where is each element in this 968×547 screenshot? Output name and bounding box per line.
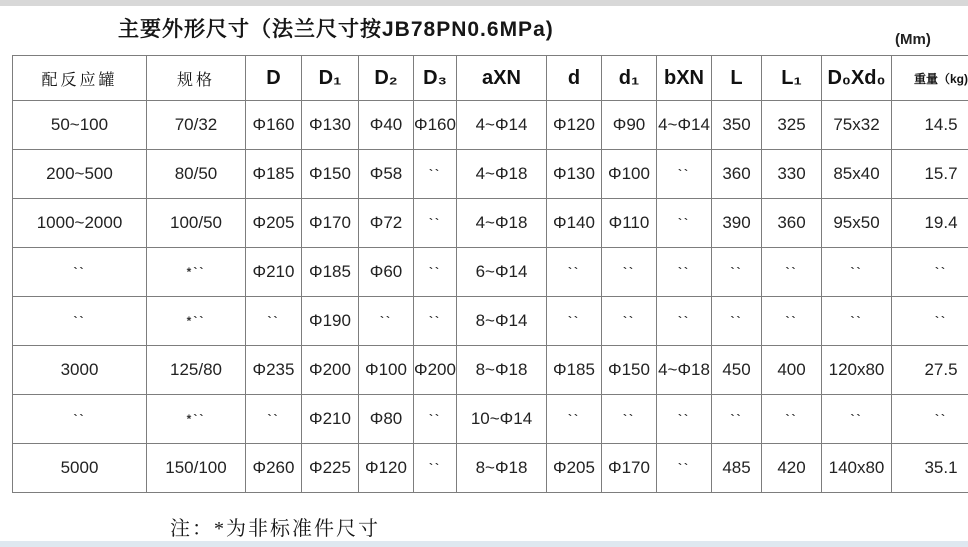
table-cell: 420 — [762, 444, 822, 493]
table-cell: Φ120 — [547, 101, 602, 150]
table-cell: 150/100 — [147, 444, 246, 493]
table-cell: Φ130 — [302, 101, 359, 150]
table-cell: 35.1 — [892, 444, 968, 493]
table-cell: 14.5 — [892, 101, 968, 150]
table-cell: `` — [414, 395, 457, 444]
column-header: d — [547, 56, 602, 101]
table-cell: `` — [602, 395, 657, 444]
table-row — [13, 101, 968, 150]
table-cell: 1000~2000 — [13, 199, 147, 248]
table-cell: Φ100 — [602, 150, 657, 199]
table-cell: Φ190 — [302, 297, 359, 346]
table-cell: 5000 — [13, 444, 147, 493]
table-cell: Φ90 — [602, 101, 657, 150]
table-cell: 27.5 — [892, 346, 968, 395]
column-header: 规格 — [147, 56, 246, 101]
table-cell: `` — [822, 395, 892, 444]
table-cell: Φ200 — [414, 346, 457, 395]
table-cell: 330 — [762, 150, 822, 199]
table-cell: *`` — [147, 297, 246, 346]
column-header: D₁ — [302, 56, 359, 101]
table-cell: 360 — [712, 150, 762, 199]
table-cell: 75x32 — [822, 101, 892, 150]
table-cell: 200~500 — [13, 150, 147, 199]
table-cell: 140x80 — [822, 444, 892, 493]
top-scan-edge — [0, 0, 968, 6]
table-cell: 390 — [712, 199, 762, 248]
table-row — [13, 150, 968, 199]
table-cell: `` — [547, 297, 602, 346]
column-header: L — [712, 56, 762, 101]
table-cell: 3000 — [13, 346, 147, 395]
table-cell: 85x40 — [822, 150, 892, 199]
table-cell: Φ170 — [302, 199, 359, 248]
table-row — [13, 444, 968, 493]
table-cell: `` — [762, 395, 822, 444]
table-cell: 360 — [762, 199, 822, 248]
table-cell: Φ225 — [302, 444, 359, 493]
table-cell: `` — [712, 297, 762, 346]
table-cell: 15.7 — [892, 150, 968, 199]
table-cell: `` — [547, 395, 602, 444]
table-cell: Φ160 — [246, 101, 302, 150]
table-cell: `` — [657, 150, 712, 199]
table-row — [13, 248, 968, 297]
table-cell: `` — [13, 395, 147, 444]
table-cell: `` — [822, 248, 892, 297]
page-title: 主要外形尺寸（法兰尺寸按JB78PN0.6MPa) — [118, 18, 554, 41]
table-cell: 350 — [712, 101, 762, 150]
table-cell: `` — [359, 297, 414, 346]
column-header: d₁ — [602, 56, 657, 101]
column-header: D₂ — [359, 56, 414, 101]
table-cell: Φ150 — [602, 346, 657, 395]
table-cell: `` — [657, 444, 712, 493]
table-cell: 4~Φ18 — [457, 150, 547, 199]
table-cell: `` — [602, 297, 657, 346]
table-cell: Φ110 — [602, 199, 657, 248]
table-cell: `` — [657, 199, 712, 248]
table-header — [13, 56, 968, 101]
table-cell: 100/50 — [147, 199, 246, 248]
table-cell: `` — [414, 444, 457, 493]
table-row — [13, 346, 968, 395]
table-cell: 4~Φ14 — [457, 101, 547, 150]
table-cell: 325 — [762, 101, 822, 150]
table-cell: 125/80 — [147, 346, 246, 395]
column-header: 重量（kg) — [892, 56, 968, 101]
table-cell: Φ210 — [302, 395, 359, 444]
table-cell: 8~Φ18 — [457, 444, 547, 493]
table-cell: Φ100 — [359, 346, 414, 395]
table-cell: `` — [822, 297, 892, 346]
table-cell: Φ72 — [359, 199, 414, 248]
table-cell: Φ185 — [547, 346, 602, 395]
table-cell: `` — [657, 395, 712, 444]
table-cell: 4~Φ18 — [657, 346, 712, 395]
table-row — [13, 297, 968, 346]
table-cell: `` — [246, 395, 302, 444]
table-cell: Φ205 — [246, 199, 302, 248]
dimensions-table — [12, 55, 968, 493]
table-cell: 80/50 — [147, 150, 246, 199]
table-cell: Φ40 — [359, 101, 414, 150]
table-cell: Φ160 — [414, 101, 457, 150]
table-cell: `` — [657, 297, 712, 346]
table-cell: `` — [712, 395, 762, 444]
table-cell: 19.4 — [892, 199, 968, 248]
table-cell: `` — [712, 248, 762, 297]
table-cell: 6~Φ14 — [457, 248, 547, 297]
dimensions-table-wrapper — [12, 55, 968, 501]
table-cell: 70/32 — [147, 101, 246, 150]
table-cell: Φ60 — [359, 248, 414, 297]
header-row — [13, 56, 968, 101]
unit-label: (Mm) — [895, 31, 931, 48]
table-cell: 4~Φ18 — [457, 199, 547, 248]
table-cell: `` — [602, 248, 657, 297]
table-cell: Φ185 — [302, 248, 359, 297]
table-cell: Φ170 — [602, 444, 657, 493]
table-cell: `` — [657, 248, 712, 297]
table-cell: 120x80 — [822, 346, 892, 395]
table-cell: Φ150 — [302, 150, 359, 199]
table-cell: Φ80 — [359, 395, 414, 444]
column-header: 配反应罐 — [13, 56, 147, 101]
table-cell: Φ235 — [246, 346, 302, 395]
table-cell: `` — [13, 248, 147, 297]
table-cell: 450 — [712, 346, 762, 395]
table-cell: `` — [762, 297, 822, 346]
table-cell: Φ260 — [246, 444, 302, 493]
table-cell: `` — [246, 297, 302, 346]
table-cell: `` — [13, 297, 147, 346]
table-cell: 95x50 — [822, 199, 892, 248]
table-cell: 8~Φ14 — [457, 297, 547, 346]
table-cell: Φ140 — [547, 199, 602, 248]
table-cell: 400 — [762, 346, 822, 395]
table-cell: `` — [892, 395, 968, 444]
table-cell: 50~100 — [13, 101, 147, 150]
table-cell: `` — [414, 199, 457, 248]
table-cell: `` — [414, 150, 457, 199]
column-header: D₀Xd₀ — [822, 56, 892, 101]
table-body — [13, 101, 968, 493]
table-cell: `` — [762, 248, 822, 297]
table-cell: Φ58 — [359, 150, 414, 199]
table-cell: Φ200 — [302, 346, 359, 395]
table-cell: Φ205 — [547, 444, 602, 493]
bottom-scan-edge — [0, 541, 968, 547]
table-cell: `` — [892, 248, 968, 297]
column-header: D — [246, 56, 302, 101]
table-cell: Φ130 — [547, 150, 602, 199]
column-header: D₃ — [414, 56, 457, 101]
table-cell: `` — [892, 297, 968, 346]
table-cell: 485 — [712, 444, 762, 493]
column-header: L₁ — [762, 56, 822, 101]
table-cell: `` — [547, 248, 602, 297]
table-cell: `` — [414, 248, 457, 297]
column-header: bXN — [657, 56, 712, 101]
table-cell: Φ210 — [246, 248, 302, 297]
table-cell: 4~Φ14 — [657, 101, 712, 150]
table-cell: 10~Φ14 — [457, 395, 547, 444]
table-cell: Φ185 — [246, 150, 302, 199]
table-cell: Φ120 — [359, 444, 414, 493]
table-cell: 8~Φ18 — [457, 346, 547, 395]
table-row — [13, 199, 968, 248]
column-header: aXN — [457, 56, 547, 101]
table-row — [13, 395, 968, 444]
table-cell: *`` — [147, 248, 246, 297]
table-cell: `` — [414, 297, 457, 346]
table-cell: *`` — [147, 395, 246, 444]
footnote: 注：*为非标准件尺寸 — [170, 518, 380, 540]
